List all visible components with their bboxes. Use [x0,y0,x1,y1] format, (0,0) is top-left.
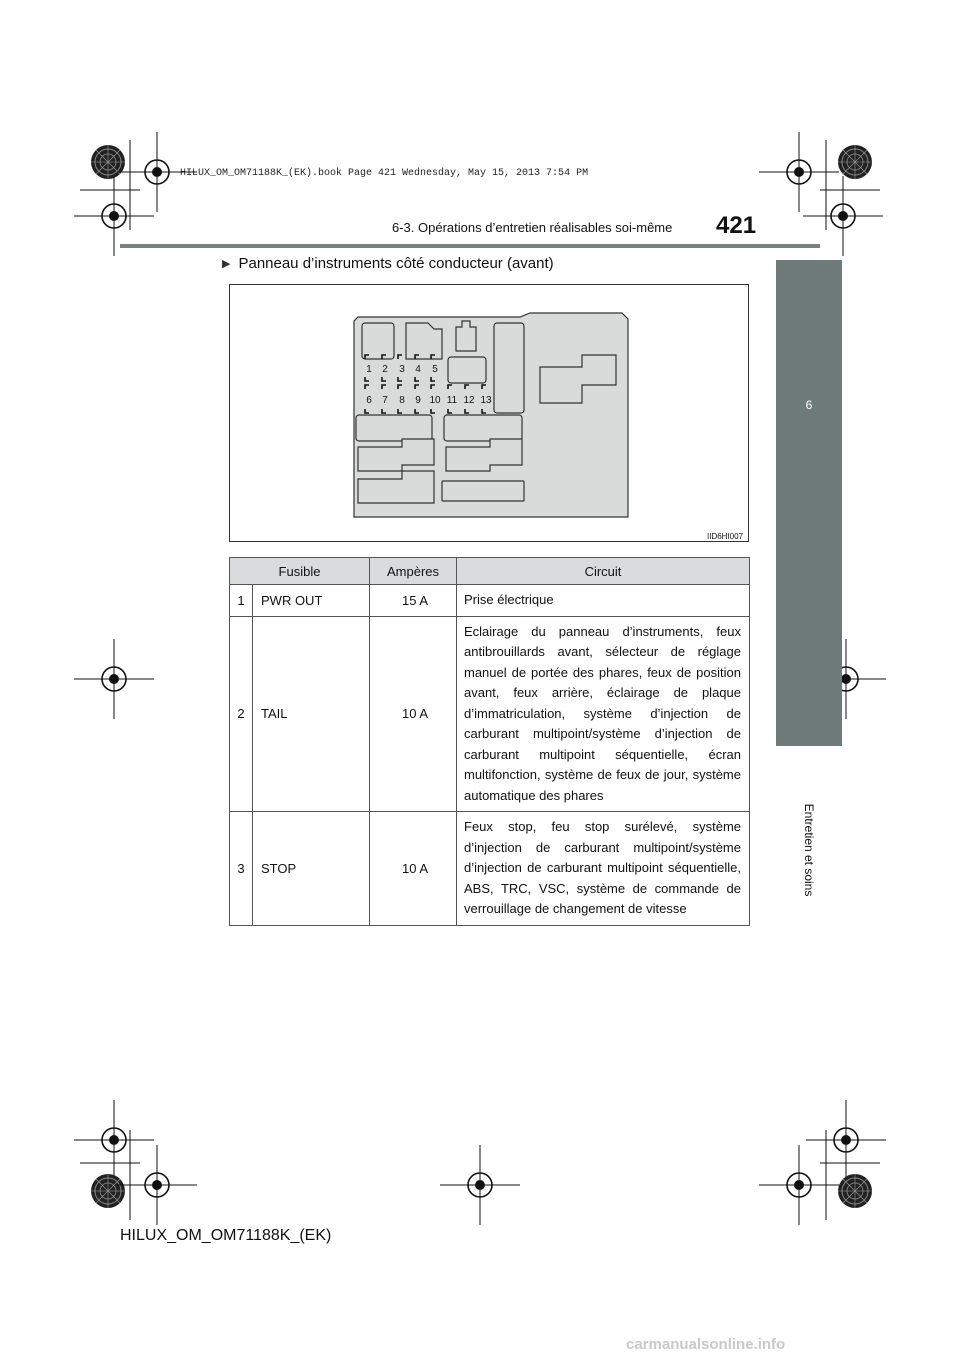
diagram-image-code: IID6HI007 [707,532,744,541]
fuse-name: STOP [253,812,370,926]
fuse-label: 10 [429,395,441,406]
fuse-label: 3 [399,364,405,375]
table-header-row [230,558,750,585]
fuse-label: 13 [480,395,492,406]
fuse-circuit: Prise électrique [457,585,750,617]
chapter-side-tab [776,260,842,746]
fuse-label: 1 [366,364,372,375]
fuse-label: 7 [382,395,388,406]
table-row [230,812,750,926]
fuse-label: 5 [432,364,438,375]
chapter-number: 6 [805,398,813,412]
fuse-label: 4 [415,364,421,375]
fuse-label: 8 [399,395,405,406]
fuse-number: 3 [230,812,253,926]
fuse-label: 9 [415,395,421,406]
subsection-title: Panneau d’instruments côté conducteur (avant) [238,255,554,272]
header-circuit: Circuit [457,558,750,585]
header-fuse: Fusible [230,558,370,585]
table-row [230,585,750,617]
book-info-line: HILUX_OM_OM71188K_(EK).book Page 421 Wednesday, May 15, 2013 7:54 PM [180,168,589,179]
fuse-label: 2 [382,364,388,375]
fuse-number: 2 [230,616,253,812]
fuse-box-drawing [230,285,748,541]
fuse-circuit: Eclairage du panneau d’instruments, feux antibrouillards avant, sélecteur de réglage manuel de portée des phares, feux de position avant, feux arrière, éclairage de plaque d’immatriculation, système d’injection de carburant multipoint/système d’injection de carburant multipoint séquentielle, écran multifonction, système de feux de jour, système automatique des phares [457,616,750,812]
fuse-label: 12 [463,395,475,406]
subsection-heading [222,255,554,272]
footer-model-code: HILUX_OM_OM71188K_(EK) [120,1227,332,1244]
fuse-table [229,557,750,926]
fuse-number: 1 [230,585,253,617]
fuse-name: TAIL [253,616,370,812]
triangle-bullet-icon: ▶ [222,258,231,270]
fuse-amps: 10 A [370,616,457,812]
section-title: 6-3. Opérations d’entretien réalisables soi-même [392,220,673,235]
fuse-label: 6 [366,395,372,406]
fuse-circuit: Feux stop, feu stop surélevé, système d’injection de carburant multipoint/système d’injection de carburant multipoint séquentielle, ABS, TRC, VSC, système de commande de verrouillage de changement de vitesse [457,812,750,926]
footer-watermark: carmanualsonline.info [626,1336,786,1353]
fuse-amps: 15 A [370,585,457,617]
fuse-name: PWR OUT [253,585,370,617]
page-number: 421 [716,212,757,239]
header-rule [120,244,820,248]
fuse-label: 11 [446,395,458,406]
fuse-amps: 10 A [370,812,457,926]
fuse-box-diagram [229,284,749,542]
header-amps: Ampères [370,558,457,585]
chapter-label: Entretien et soins [802,803,816,897]
table-row [230,616,750,812]
